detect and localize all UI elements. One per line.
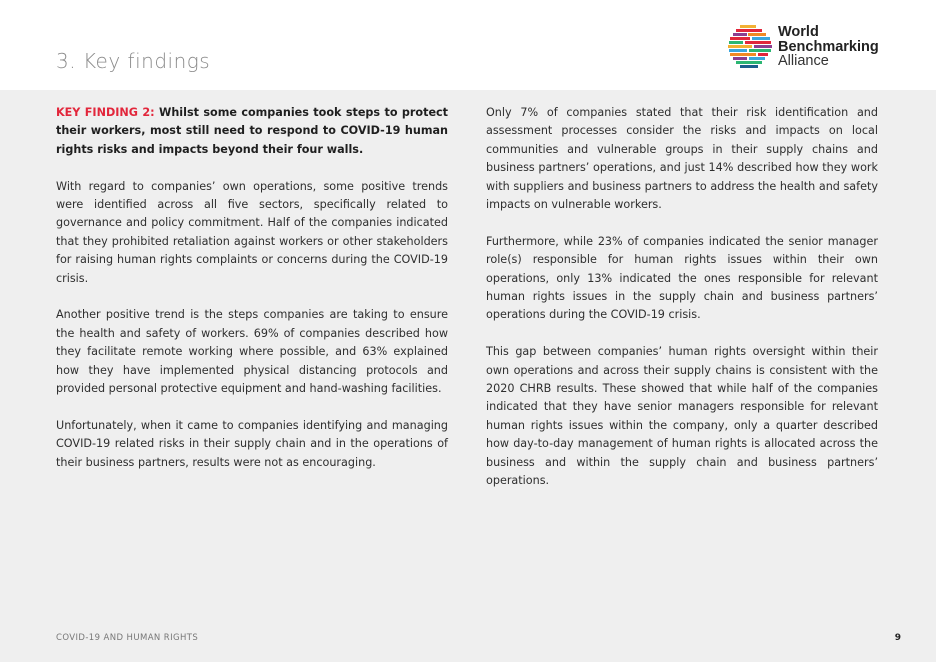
left-column — [56, 104, 448, 490]
key-finding-label: KEY FINDING 2: — [56, 106, 155, 119]
page-number: 9 — [894, 633, 901, 643]
left-paragraph-3: Unfortunately, when it came to companies identifying and managing COVID-19 related risks in their supply chain and in the operations of their business partners, results were not as encouraging. — [56, 418, 448, 469]
right-paragraph-2: Furthermore, while 23% of companies indicated the senior manager role(s) responsible for human rights issues within their own operations, only 13% indicated the ones responsible for relevant human rights issues in the supply chain and business partners’ operations during the COVID-19 crisis. — [486, 234, 878, 322]
page-header — [0, 0, 936, 90]
logo-line-benchmarking: Benchmarking — [778, 38, 879, 55]
logo-line-alliance: Alliance — [778, 53, 829, 69]
logo-line-world: World — [778, 24, 819, 40]
section-title: 3. Key findings — [56, 49, 211, 73]
right-paragraph-1: Only 7% of companies stated that their risk identification and assessment processes consider the risks and impacts on local communities and vulnerable groups in their supply chains and business partners’ operations, and just 14% described how they work with suppliers and business partners to address the health and safety impacts on vulnerable workers. — [486, 106, 878, 212]
wba-logo-wordmark — [778, 25, 879, 69]
wba-logo-icon — [728, 24, 774, 70]
key-finding-text: Whilst some companies took steps to protect their workers, most still need to respond to COVID-19 human rights risks and impacts beyond their four walls. — [56, 106, 449, 156]
left-paragraph-1: With regard to companies’ own operations, some positive trends were identified across all five sectors, specifically related to governance and policy commitment. Half of the companies indicated that they prohibited retaliation against workers or other stakeholders for raising human rights complaints or concerns during the COVID-19 crisis. — [56, 179, 448, 285]
wba-logo — [728, 24, 888, 72]
right-paragraph-3: This gap between companies’ human rights oversight within their own operations and across their supply chains is consistent with the 2020 CHRB results. These showed that while half of the companies indicated that they have senior managers responsible for relevant human rights issues within the company, only a quarter described how day-to-day management of human rights is allocated across the business and within the supply chain and business partners’ operations. — [486, 345, 878, 488]
key-finding — [56, 104, 448, 159]
footer-document-title: COVID-19 AND HUMAN RIGHTS — [56, 633, 199, 643]
left-paragraph-2: Another positive trend is the steps companies are taking to ensure the health and safety of workers. 69% of companies described how they facilitate remote working where possible, and 63% explained how they have implemented physical distancing protocols and provided personal protective equipment and hand-washing facilities. — [56, 308, 448, 396]
right-column — [486, 104, 878, 509]
